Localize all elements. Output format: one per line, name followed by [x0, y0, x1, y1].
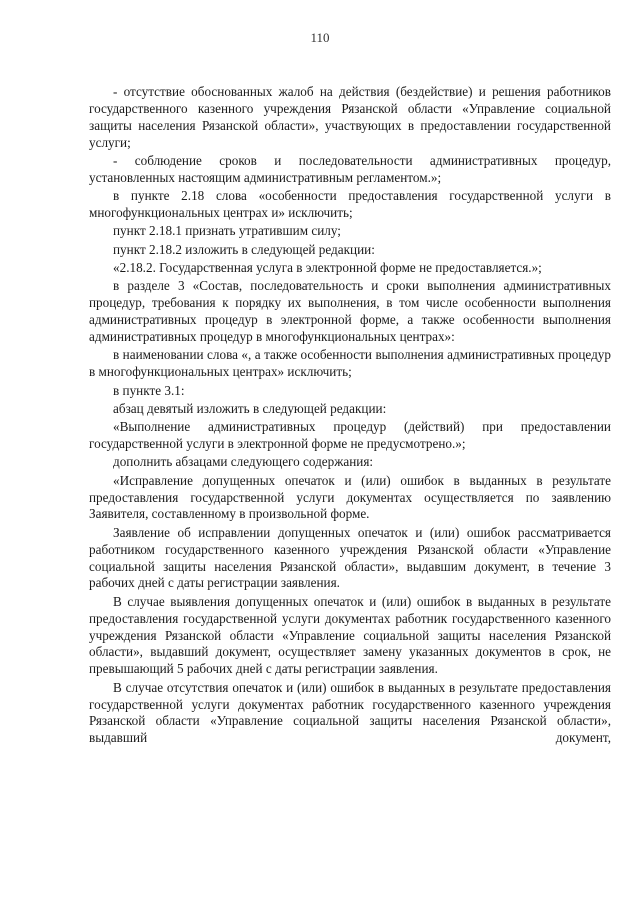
paragraph: абзац девятый изложить в следующей редакции: — [113, 400, 387, 416]
paragraph: пункт 2.18.2 изложить в следующей редакции: — [113, 241, 375, 257]
paragraph: «Выполнение административных процедур (действий) при предоставлении государственной услуги в электронной форме не предусмотрено.»; — [89, 419, 611, 452]
paragraph: в разделе 3 «Состав, последовательность и сроки выполнения административных процедур, требования к порядку их выполнения, в том числе особенности выполнения административных процедур в электронной форме, а также особенности выполнения административных процедур в многофункциональных центрах»: — [89, 278, 611, 345]
paragraph: - отсутствие обоснованных жалоб на действия (бездействие) и решения работников государственного казенного учреждения Рязанской области «Управление социальной защиты населения Рязанской области», участвующих в предоставлении государственной услуги; — [89, 84, 611, 150]
paragraph: Заявление об исправлении допущенных опечаток и (или) ошибок рассматривается работником государственного казенного учреждения Рязанской области «Управление социальной защиты населения Рязанской области», выдавшим документ, в течение 3 рабочих дней с даты регистрации заявления. — [89, 524, 611, 591]
paragraph: В случае отсутствия опечаток и (или) ошибок в выданных в результате предоставления государственной услуги документах работник государственного казенного учреждения Рязанской области «Управление социальной защиты населения Рязанской области», выдавший документ, — [89, 679, 611, 746]
paragraph: в пункте 3.1: — [113, 382, 185, 398]
paragraph: пункт 2.18.1 признать утратившим силу; — [113, 223, 341, 239]
paragraph: «Исправление допущенных опечаток и (или) ошибок в выданных в результате предоставления государственной услуги документах осуществляется по заявлению Заявителя, составленному в произвольной форме. — [89, 472, 611, 522]
paragraph: дополнить абзацами следующего содержания: — [113, 454, 374, 470]
page-number: 110 — [310, 30, 330, 45]
document-body — [89, 84, 611, 749]
paragraph: - соблюдение сроков и последовательности административных процедур, установленных настоящим административным регламентом.»; — [89, 153, 611, 185]
paragraph: «2.18.2. Государственная услуга в электронной форме не предоставляется.»; — [113, 260, 542, 276]
paragraph: В случае выявления допущенных опечаток и (или) ошибок в выданных в результате предоставления государственной услуги документах работник государственного казенного учреждения Рязанской области «Управление социальной защиты населения Рязанской области», выдавший документ, осуществляет замену указанных документов в срок, не превышающий 5 рабочих дней с даты регистрации заявления. — [89, 593, 611, 677]
paragraph: в пункте 2.18 слова «особенности предоставления государственной услуги в многофункциональных центрах и» исключить; — [89, 188, 611, 221]
paragraph: в наименовании слова «, а также особенности выполнения административных процедур в многофункциональных центрах» исключить; — [89, 347, 611, 380]
